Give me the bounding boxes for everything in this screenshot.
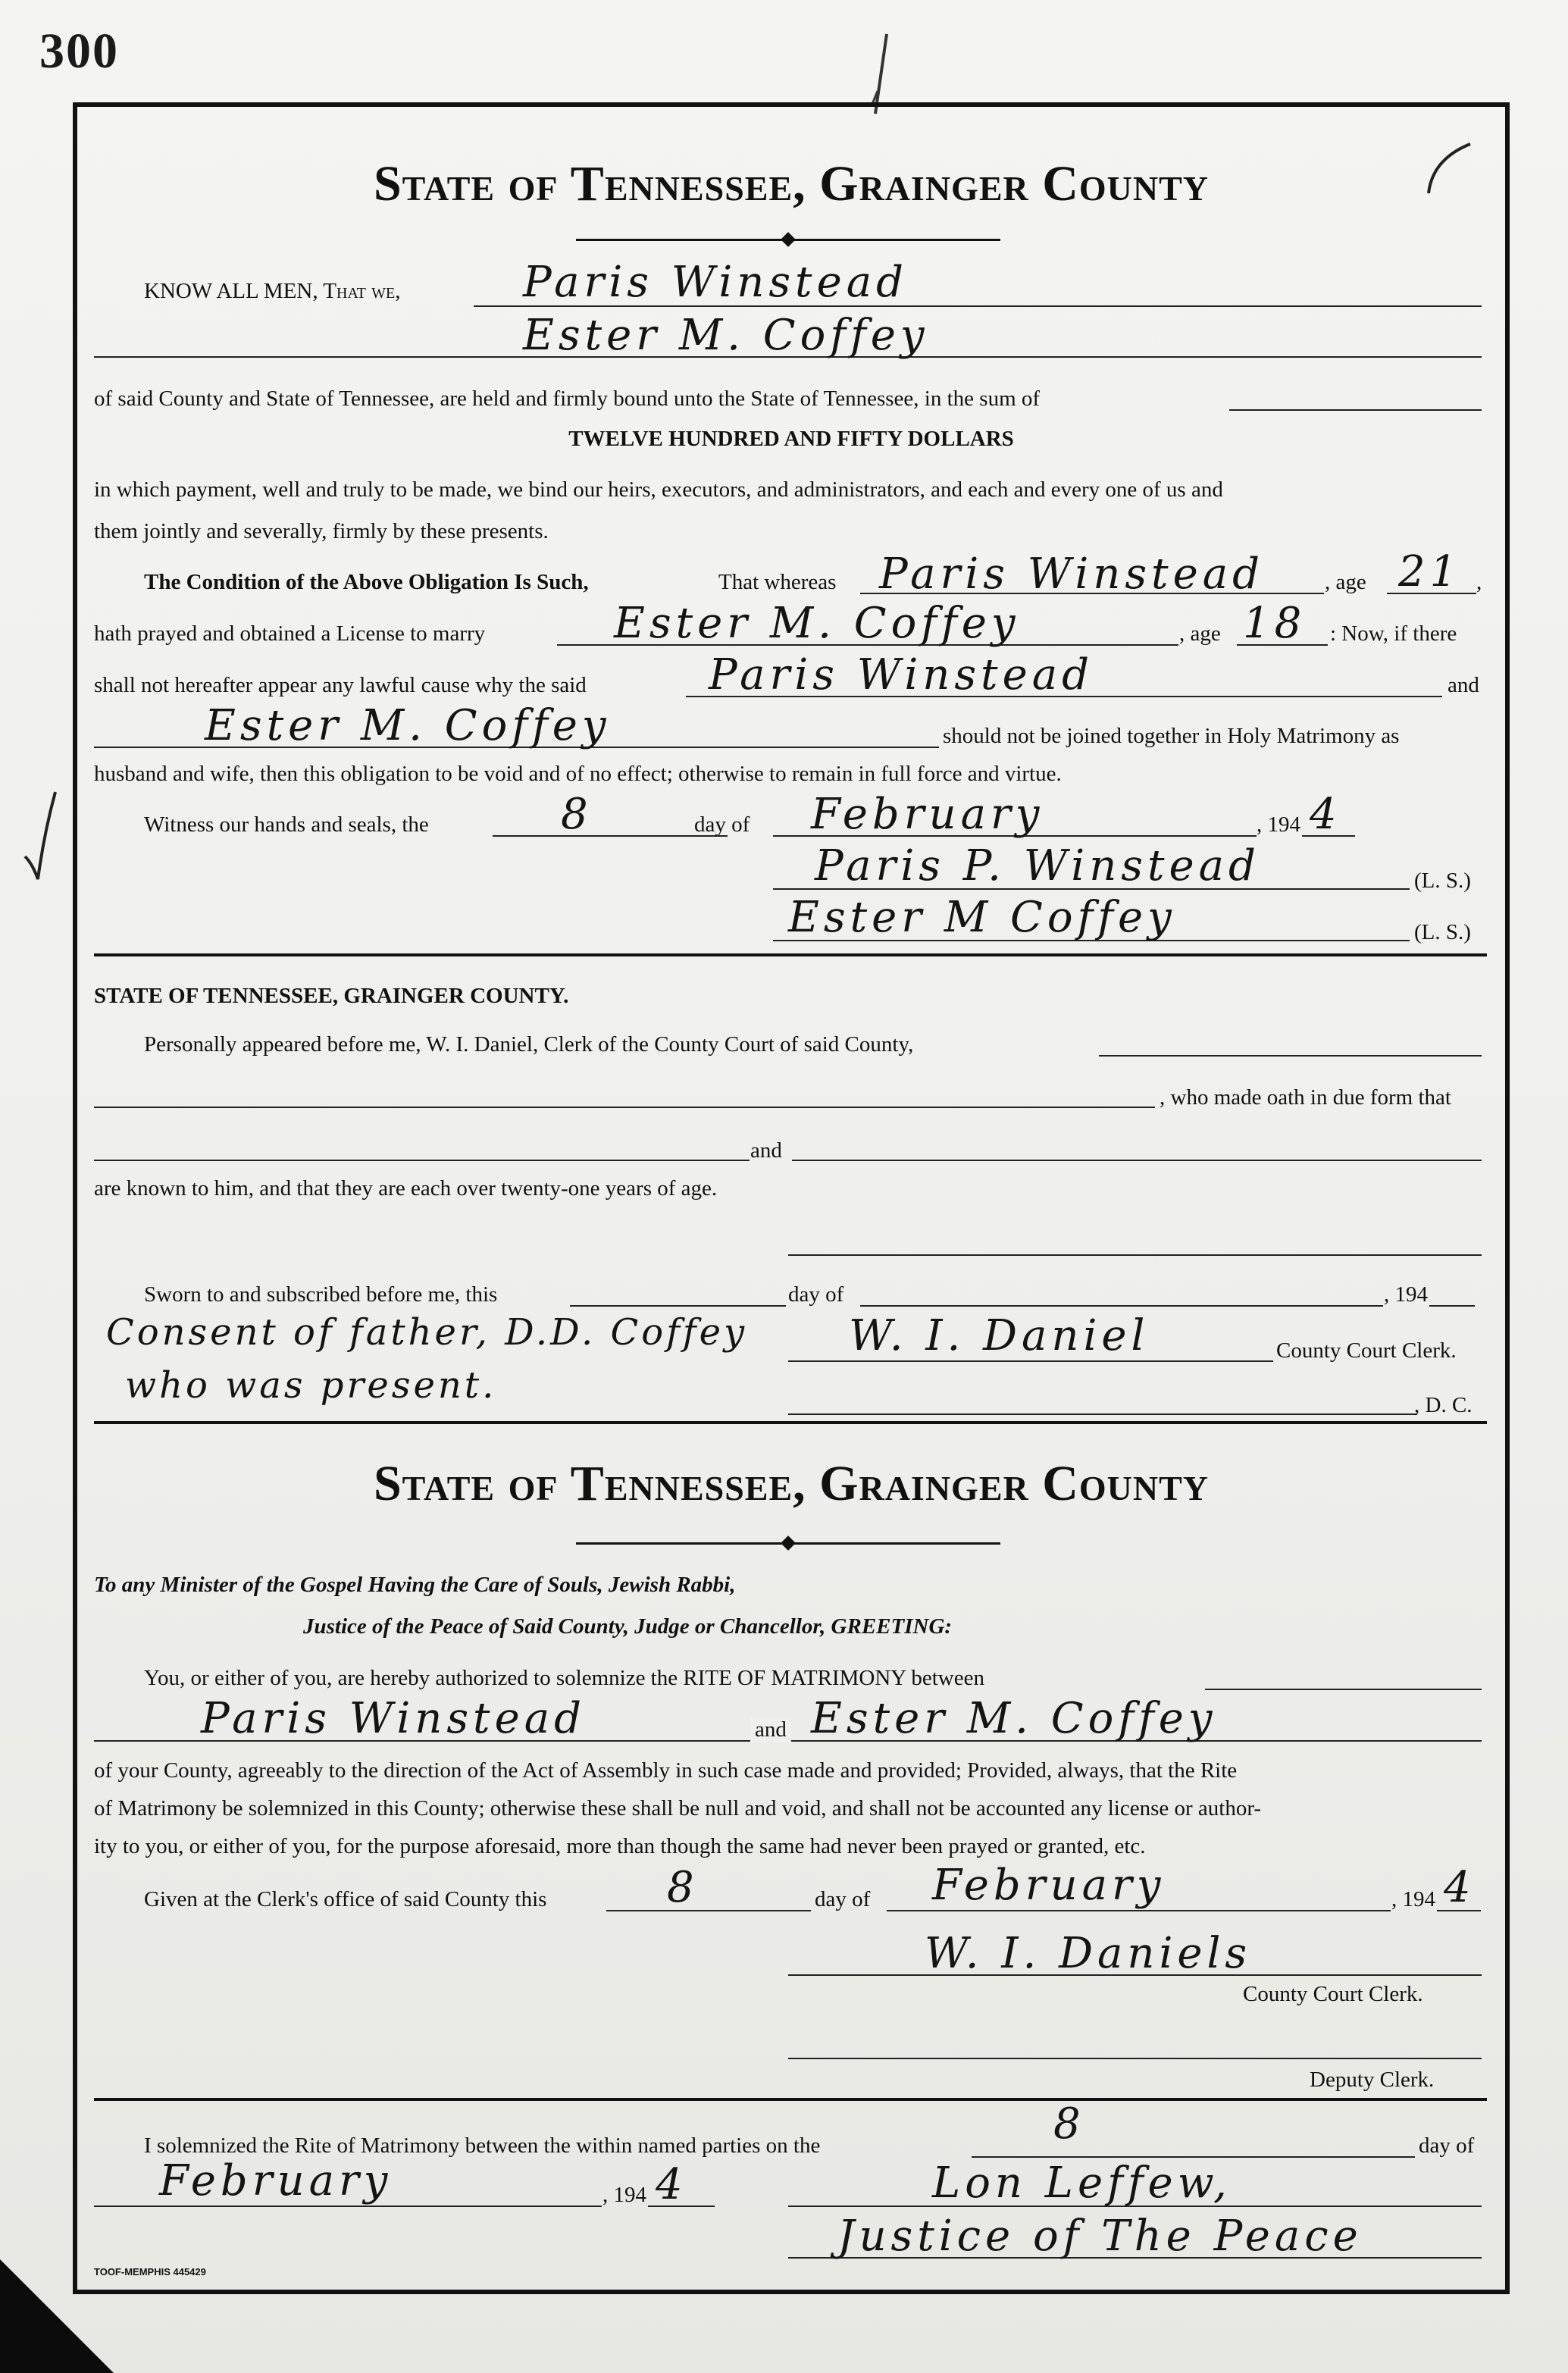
groom-age-label: , age <box>1325 570 1366 594</box>
bride-age: 18 <box>1243 599 1307 648</box>
affiant-line-2 <box>94 1107 1155 1108</box>
affiant-line-4 <box>792 1160 1482 1161</box>
affidavit-signature-line <box>788 1254 1482 1256</box>
given-day-of: day of <box>815 1887 871 1911</box>
deputy-signature-line <box>788 1413 1417 1415</box>
bond-sum: TWELVE HUNDRED AND FIFTY DOLLARS <box>568 427 1014 451</box>
bride-age-label: , age <box>1179 621 1221 646</box>
sworn-year: , 194 <box>1384 1282 1428 1307</box>
section-divider-3 <box>94 2098 1487 2101</box>
payment-text-2: them jointly and severally, firmly by these presents. <box>94 519 549 543</box>
hath-prayed-text: hath prayed and obtained a License to marry <box>94 621 486 646</box>
officiant-title: Justice of The Peace <box>837 2212 1363 2261</box>
bound-unto-text: of said County and State of Tennessee, are held and firmly bound unto the State of Tennessee, in the sum of <box>94 387 1041 411</box>
witness-month: February <box>811 790 1044 839</box>
license-and-text: and <box>750 1717 791 1742</box>
sworn-day-of: day of <box>788 1282 844 1307</box>
addressee-line-2: Justice of the Peace of Said County, Judge or Chancellor, GREETING: <box>303 1614 953 1639</box>
known-to-him-text: are known to him, and that they are each over twenty-one years of age. <box>94 1176 718 1201</box>
sum-line <box>1229 409 1482 411</box>
given-year: , 194 <box>1391 1887 1435 1911</box>
affidavit-heading: STATE OF TENNESSEE, GRAINGER COUNTY. <box>94 984 569 1008</box>
given-day-line <box>606 1910 811 1911</box>
shall-not-text: shall not hereafter appear any lawful cause why the said <box>94 673 587 697</box>
deputy-clerk-line <box>788 2058 1482 2059</box>
husband-wife-text: husband and wife, then this obligation to be void and of no effect; otherwise to remain in full force and virtue. <box>94 762 1062 786</box>
given-day: 8 <box>667 1863 699 1912</box>
return-month-line <box>94 2206 602 2207</box>
personally-appeared-text: Personally appeared before me, W. I. Daniel, Clerk of the County Court of said County, <box>144 1032 914 1057</box>
form-title-bond: State of Tennessee, Grainger County <box>373 156 1210 211</box>
payment-text-1: in which payment, well and truly to be made, we bind our heirs, executors, and administrators, and each and every one of us and <box>94 477 1223 502</box>
affidavit-clerk-signature: W. I. Daniel <box>849 1311 1150 1360</box>
signature-groom: Paris P. Winstead <box>815 841 1260 891</box>
sworn-day-line <box>570 1305 786 1307</box>
witness-text: Witness our hands and seals, the <box>144 812 429 837</box>
know-all-men-text: KNOW ALL MEN, That we, <box>144 279 401 303</box>
condition-text: That whereas <box>718 570 837 594</box>
witness-day: 8 <box>561 790 593 839</box>
officiant-signature: Lon Leffew, <box>932 2159 1232 2208</box>
return-day-of: day of <box>1419 2134 1475 2158</box>
bride-name-2: Ester M. Coffey <box>205 701 611 750</box>
witness-day-line <box>493 835 728 837</box>
should-not-text: should not be joined together in Holy Matrimony as <box>943 724 1400 748</box>
return-month: February <box>159 2156 393 2206</box>
return-day-line <box>972 2156 1415 2158</box>
groom-name: Paris Winstead <box>879 549 1264 599</box>
authorized-line <box>1205 1689 1482 1690</box>
return-day: 8 <box>1053 2099 1085 2149</box>
and-text: and <box>1448 673 1479 697</box>
license-body-3: ity to you, or either of you, for the purpose aforesaid, more than though the same had never been prayed or granted, etc. <box>94 1834 1146 1858</box>
scan-corner-shadow <box>0 2259 114 2373</box>
affiant-line-1 <box>1099 1055 1482 1057</box>
clerk-signature-line <box>788 1360 1273 1362</box>
license-clerk-signature: W. I. Daniels <box>925 1929 1252 1978</box>
page-number: 300 <box>39 23 119 79</box>
groom-name-2: Paris Winstead <box>709 650 1094 700</box>
consent-note-1: Consent of father, D.D. Coffey <box>106 1311 748 1354</box>
groom-age: 21 <box>1398 547 1462 596</box>
groom-age-comma: , <box>1476 570 1482 594</box>
sworn-text: Sworn to and subscribed before me, this <box>144 1282 498 1307</box>
condition-heading: The Condition of the Above Obligation Is Such, <box>144 570 589 594</box>
county-court-clerk-label-1: County Court Clerk. <box>1276 1338 1457 1363</box>
obligor-1-name: Paris Winstead <box>523 258 908 307</box>
county-court-clerk-label-2: County Court Clerk. <box>1243 1982 1423 2006</box>
sworn-month-line <box>860 1305 1383 1307</box>
bride-name: Ester M. Coffey <box>614 599 1020 648</box>
section-divider-1 <box>94 953 1487 956</box>
license-body-2: of Matrimony be solemnized in this County; otherwise these shall be null and void, and shall not be accounted any license or author- <box>94 1796 1262 1820</box>
given-month-line <box>887 1910 1391 1911</box>
given-month: February <box>932 1861 1166 1910</box>
witness-year-digit: 4 <box>1310 790 1341 839</box>
sworn-year-line <box>1429 1305 1475 1307</box>
witness-year: , 194 <box>1257 812 1300 837</box>
signature-bride: Ester M Coffey <box>788 893 1176 942</box>
deputy-clerk-label: Deputy Clerk. <box>1310 2068 1435 2092</box>
affidavit-and-text: and <box>750 1138 782 1163</box>
return-year-digit: 4 <box>656 2160 687 2209</box>
license-bride-name: Ester M. Coffey <box>811 1694 1217 1743</box>
authorized-text: You, or either of you, are hereby authorized to solemnize the RITE OF MATRIMONY between <box>144 1666 984 1690</box>
affiant-line-3 <box>94 1160 750 1161</box>
consent-note-2: who was present. <box>125 1364 497 1407</box>
given-year-digit: 4 <box>1444 1863 1476 1912</box>
ls-label-1: (L. S.) <box>1414 869 1471 893</box>
license-groom-name: Paris Winstead <box>201 1694 586 1743</box>
license-body-1: of your County, agreeably to the direction of the Act of Assembly in such case made and provided; Provided, always, that the Rite <box>94 1758 1238 1783</box>
printer-mark: TOOF-MEMPHIS 445429 <box>94 2266 206 2278</box>
solemnized-text: I solemnized the Rite of Matrimony between the within named parties on the <box>144 2134 821 2158</box>
who-made-oath-text: , who made oath in due form that <box>1160 1085 1451 1110</box>
given-at-text: Given at the Clerk's office of said County this <box>144 1887 547 1911</box>
dc-label: , D. C. <box>1414 1393 1473 1417</box>
obligor-2-name: Ester M. Coffey <box>523 311 929 360</box>
form-title-license: State of Tennessee, Grainger County <box>373 1456 1210 1511</box>
witness-day-of: day of <box>694 812 750 837</box>
ls-label-2: (L. S.) <box>1414 920 1471 944</box>
addressee-line-1: To any Minister of the Gospel Having the Care of Souls, Jewish Rabbi, <box>94 1573 736 1597</box>
now-if-there-text: : Now, if there <box>1330 621 1457 646</box>
section-divider-2 <box>94 1421 1487 1424</box>
return-year: , 194 <box>602 2183 646 2207</box>
pencil-check-left <box>21 788 67 887</box>
